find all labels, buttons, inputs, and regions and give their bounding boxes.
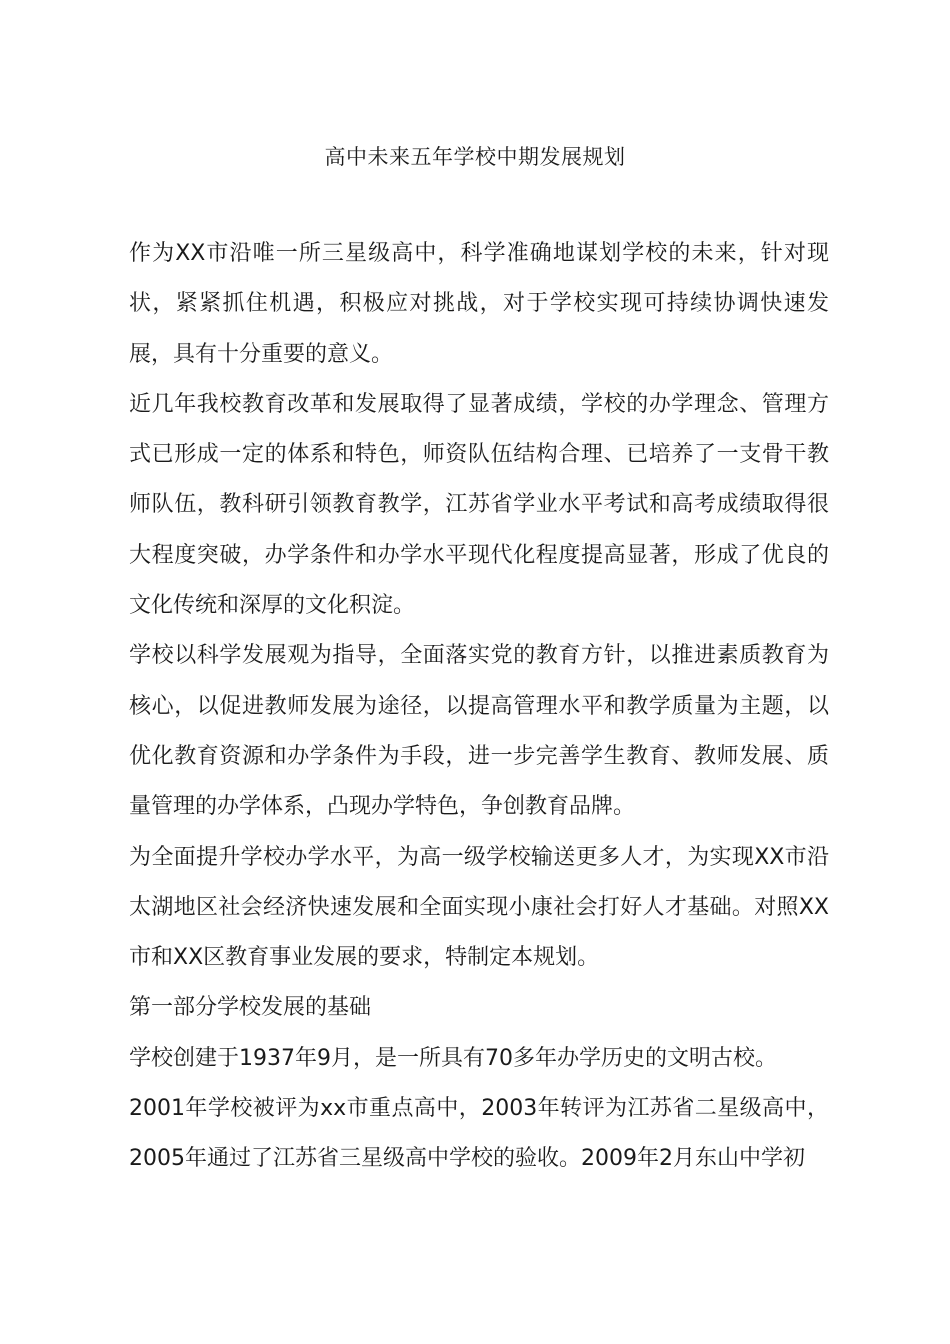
- paragraph-intro: 作为XX市沿唯一所三星级高中，科学准确地谋划学校的未来，针对现状，紧紧抓住机遇，积极应对挑战，对于学校实现可持续协调快速发展，具有十分重要的意义。: [129, 241, 829, 367]
- section-heading-part-one: 第一部分学校发展的基础: [129, 995, 372, 1021]
- document-title: 高中未来五年学校中期发展规划: [324, 145, 626, 169]
- paragraph-purpose: 为全面提升学校办学水平，为高一级学校输送更多人才，为实现XX市沿太湖地区社会经济快速发展和全面实现小康社会打好人才基础。对照XX市和XX区教育事业发展的要求，特制定本规划。: [129, 844, 829, 971]
- document-body: [129, 229, 829, 1185]
- paragraph-founding: 学校创建于1937年9月，是一所具有70多年办学历史的文明古校。: [129, 1045, 777, 1071]
- paragraph-history: 2001年学校被评为xx市重点高中，2003年转评为江苏省二星级高中，2005年通过了江苏省三星级高中学校的验收。2009年2月东山中学初: [129, 1096, 829, 1172]
- paragraph-guiding-principles: 学校以科学发展观为指导，全面落实党的教育方针，以推进素质教育为核心，以促进教师发展为途径，以提高管理水平和教学质量为主题，以优化教育资源和办学条件为手段，进一步完善学生教育、教师发展、质量管理的办学体系，凸现办学特色，争创教育品牌。: [129, 643, 829, 820]
- paragraph-achievements: 近几年我校教育改革和发展取得了显著成绩，学校的办学理念、管理方式已形成一定的体系和特色，师资队伍结构合理、已培养了一支骨干教师队伍，教科研引领教育教学，江苏省学业水平考试和高考成绩取得很大程度突破，办学条件和办学水平现代化程度提高显著，形成了优良的文化传统和深厚的文化积淀。: [129, 391, 829, 619]
